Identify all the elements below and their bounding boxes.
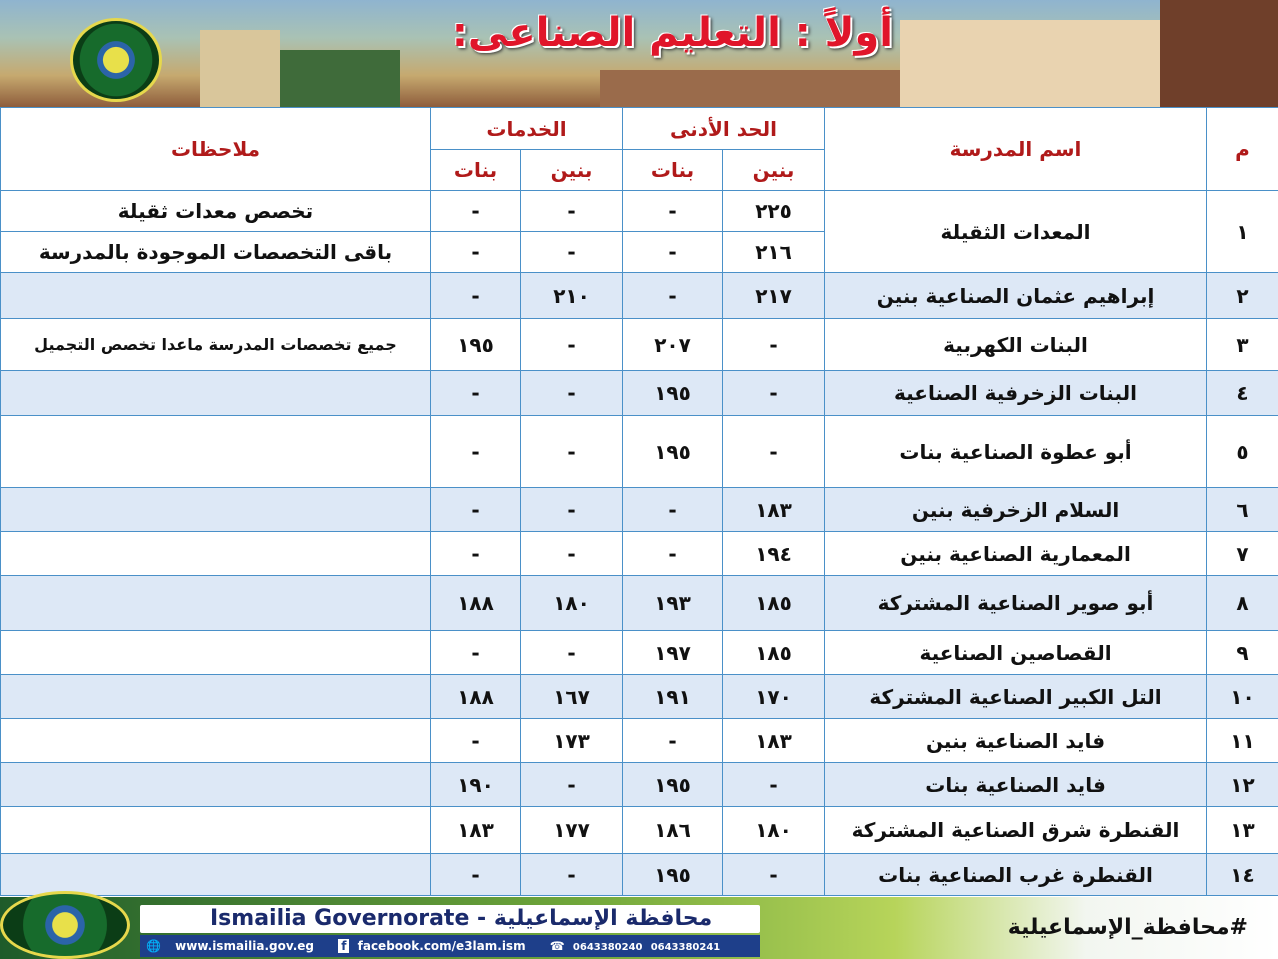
globe-icon: 🌐 <box>146 939 161 953</box>
services-girls: - <box>431 273 521 319</box>
tree-decoration <box>280 50 400 108</box>
services-boys: - <box>521 631 623 675</box>
notes <box>1 273 431 319</box>
services-girls: - <box>431 719 521 763</box>
table-row <box>1 576 1278 631</box>
services-girls: ١٩٥ <box>431 319 521 371</box>
row-number: ٥ <box>1207 416 1278 488</box>
row-number: ١٢ <box>1207 763 1278 807</box>
min-boys: ١٩٤ <box>723 532 825 576</box>
services-girls: - <box>431 232 521 273</box>
notes <box>1 807 431 854</box>
row-number: ١ <box>1207 191 1278 273</box>
phone-number-1: 0643380240 <box>572 942 643 953</box>
schools-table <box>0 107 1278 896</box>
school-name: القنطرة شرق الصناعية المشتركة <box>825 807 1207 854</box>
school-name: التل الكبير الصناعية المشتركة <box>825 675 1207 719</box>
services-boys: - <box>521 532 623 576</box>
table-row <box>1 807 1278 854</box>
min-boys: ١٨٣ <box>723 488 825 532</box>
min-girls: - <box>623 719 723 763</box>
notes <box>1 675 431 719</box>
services-girls: - <box>431 532 521 576</box>
table-row <box>1 532 1278 576</box>
min-boys: ٢٢٥ <box>723 191 825 232</box>
services-girls: ١٩٠ <box>431 763 521 807</box>
min-boys: ١٨٠ <box>723 807 825 854</box>
min-girls: ١٩٣ <box>623 576 723 631</box>
building-decoration <box>200 30 280 108</box>
header-notes: ملاحظات <box>1 108 431 191</box>
header-services-girls: بنات <box>431 150 521 191</box>
notes <box>1 763 431 807</box>
min-girls: ١٨٦ <box>623 807 723 854</box>
services-boys: - <box>521 232 623 273</box>
row-number: ٧ <box>1207 532 1278 576</box>
phone-icon: ☎ <box>549 939 565 953</box>
min-girls: ١٩١ <box>623 675 723 719</box>
footer-links <box>140 935 760 957</box>
school-name: القصاصين الصناعية <box>825 631 1207 675</box>
building-decoration-2 <box>900 20 1160 108</box>
min-girls: - <box>623 488 723 532</box>
row-number: ٦ <box>1207 488 1278 532</box>
row-number: ٩ <box>1207 631 1278 675</box>
services-boys: - <box>521 191 623 232</box>
min-girls: - <box>623 191 723 232</box>
min-boys: - <box>723 319 825 371</box>
footer-hashtag: #محافظة_الإسماعيلية <box>1007 915 1248 940</box>
table-row <box>1 719 1278 763</box>
services-girls: - <box>431 371 521 416</box>
services-girls: ١٨٨ <box>431 576 521 631</box>
min-boys: ١٨٥ <box>723 631 825 675</box>
school-name: المعدات الثقيلة <box>825 191 1207 273</box>
roof-decoration <box>1160 0 1278 108</box>
min-boys: ١٨٣ <box>723 719 825 763</box>
facebook-icon: f <box>338 939 349 953</box>
notes <box>1 532 431 576</box>
facebook-link[interactable]: facebook.com/e3lam.ism <box>357 939 526 953</box>
services-boys: ٢١٠ <box>521 273 623 319</box>
header-min-boys: بنين <box>723 150 825 191</box>
services-girls: - <box>431 191 521 232</box>
school-name: إبراهيم عثمان الصناعية بنين <box>825 273 1207 319</box>
min-girls: ٢٠٧ <box>623 319 723 371</box>
table-row <box>1 763 1278 807</box>
services-boys: - <box>521 488 623 532</box>
min-boys: ٢١٧ <box>723 273 825 319</box>
notes <box>1 416 431 488</box>
row-number: ٣ <box>1207 319 1278 371</box>
services-girls: ١٨٨ <box>431 675 521 719</box>
min-boys: - <box>723 854 825 896</box>
min-girls: - <box>623 532 723 576</box>
school-name: فايد الصناعية بنات <box>825 763 1207 807</box>
row-number: ٢ <box>1207 273 1278 319</box>
table-row <box>1 416 1278 488</box>
min-boys: ١٧٠ <box>723 675 825 719</box>
notes: تخصص معدات ثقيلة <box>1 191 431 232</box>
services-boys: - <box>521 854 623 896</box>
phone-number-2: 0643380241 <box>650 942 721 953</box>
school-name: البنات الزخرفية الصناعية <box>825 371 1207 416</box>
school-name: القنطرة غرب الصناعية بنات <box>825 854 1207 896</box>
row-number: ١١ <box>1207 719 1278 763</box>
row-number: ١٣ <box>1207 807 1278 854</box>
services-girls: - <box>431 416 521 488</box>
table-row <box>1 191 1278 232</box>
row-number: ٨ <box>1207 576 1278 631</box>
notes: جميع تخصصات المدرسة ماعدا تخصص التجميل <box>1 319 431 371</box>
footer-logo <box>0 891 130 959</box>
services-girls: - <box>431 488 521 532</box>
notes <box>1 488 431 532</box>
services-boys: - <box>521 763 623 807</box>
row-number: ١٠ <box>1207 675 1278 719</box>
services-boys: - <box>521 371 623 416</box>
min-boys: ١٨٥ <box>723 576 825 631</box>
row-number: ٤ <box>1207 371 1278 416</box>
services-girls: - <box>431 631 521 675</box>
services-boys: ١٦٧ <box>521 675 623 719</box>
min-boys: ٢١٦ <box>723 232 825 273</box>
min-girls: ١٩٥ <box>623 416 723 488</box>
services-boys: ١٨٠ <box>521 576 623 631</box>
min-girls: ١٩٥ <box>623 371 723 416</box>
header-index: م <box>1207 108 1278 191</box>
notes <box>1 719 431 763</box>
min-boys: - <box>723 763 825 807</box>
min-girls: - <box>623 273 723 319</box>
header-services: الخدمات <box>431 108 623 150</box>
services-girls: ١٨٣ <box>431 807 521 854</box>
header-services-boys: بنين <box>521 150 623 191</box>
table-row <box>1 319 1278 371</box>
services-girls: - <box>431 854 521 896</box>
services-boys: ١٧٧ <box>521 807 623 854</box>
notes <box>1 854 431 896</box>
table-row <box>1 675 1278 719</box>
services-boys: ١٧٣ <box>521 719 623 763</box>
notes <box>1 576 431 631</box>
footer-title: Ismailia Governorate - محافظة الإسماعيلية <box>210 906 713 931</box>
table-row <box>1 854 1278 896</box>
page-title: أولاً : التعليم الصناعى: <box>451 10 893 56</box>
services-boys: - <box>521 416 623 488</box>
school-name: السلام الزخرفية بنين <box>825 488 1207 532</box>
notes <box>1 631 431 675</box>
services-boys: - <box>521 319 623 371</box>
school-name: أبو عطوة الصناعية بنات <box>825 416 1207 488</box>
school-name: فايد الصناعية بنين <box>825 719 1207 763</box>
wall-decoration <box>600 70 900 108</box>
school-name: المعمارية الصناعية بنين <box>825 532 1207 576</box>
school-name: البنات الكهربية <box>825 319 1207 371</box>
website-link[interactable]: www.ismailia.gov.eg <box>175 939 315 953</box>
header-school: اسم المدرسة <box>825 108 1207 191</box>
min-girls: - <box>623 232 723 273</box>
table-row <box>1 371 1278 416</box>
header-min-girls: بنات <box>623 150 723 191</box>
table-row <box>1 631 1278 675</box>
row-number: ١٤ <box>1207 854 1278 896</box>
min-girls: ١٩٧ <box>623 631 723 675</box>
min-girls: ١٩٥ <box>623 854 723 896</box>
notes <box>1 371 431 416</box>
min-girls: ١٩٥ <box>623 763 723 807</box>
min-boys: - <box>723 371 825 416</box>
header-min-score: الحد الأدنى <box>623 108 825 150</box>
table-row <box>1 273 1278 319</box>
min-boys: - <box>723 416 825 488</box>
school-name: أبو صوير الصناعية المشتركة <box>825 576 1207 631</box>
governorate-logo <box>70 18 162 102</box>
table-row <box>1 488 1278 532</box>
notes: باقى التخصصات الموجودة بالمدرسة <box>1 232 431 273</box>
